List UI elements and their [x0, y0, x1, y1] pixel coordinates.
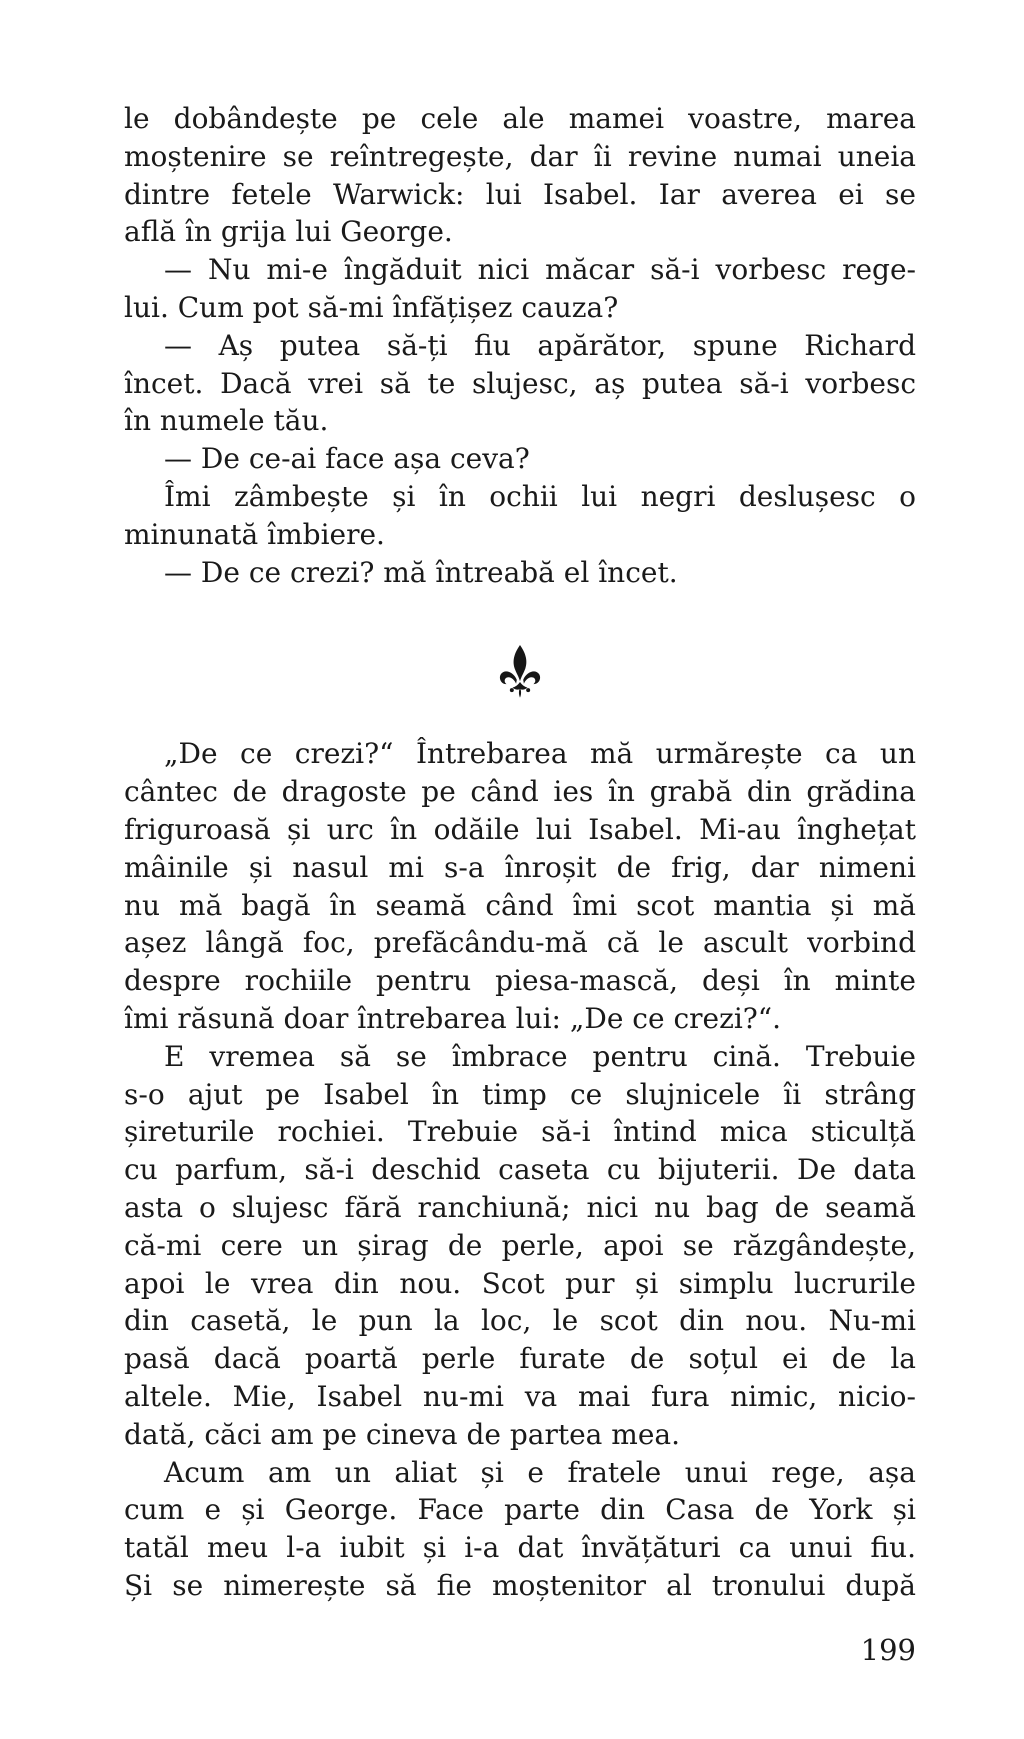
paragraph	[124, 1454, 916, 1605]
text-line: le dobândește pe cele ale mamei voastre, marea	[124, 102, 916, 135]
text-line: — Nu mi-e îngăduit nici măcar să-i vorbesc rege-	[164, 253, 916, 287]
paragraph	[124, 100, 916, 251]
fleur-de-lis-icon	[497, 645, 543, 699]
text-line: așez lângă foc, prefăcându-mă că le ascult vorbind	[124, 926, 916, 960]
text-line: nu mă bagă în seamă când îmi scot mantia și mă	[124, 888, 916, 922]
text-line: pasă dacă poartă perle furate de soțul ei de la	[124, 1342, 916, 1376]
text-line: apoi le vrea din nou. Scot pur și simplu lucrurile	[124, 1266, 916, 1300]
text-line: că-mi cere un șirag de perle, apoi se răzgândește,	[124, 1228, 916, 1262]
paragraph	[124, 440, 916, 478]
text-line: în numele tău.	[124, 404, 329, 438]
paragraph	[124, 554, 916, 592]
text-line: dată, căci am pe cineva de partea mea.	[124, 1417, 680, 1451]
text-line: cântec de dragoste pe când ies în grabă din grădina	[124, 775, 916, 809]
text-line: cu parfum, să-i deschid caseta cu bijuterii. De data	[124, 1153, 916, 1187]
paragraph	[124, 251, 916, 327]
text-line: dintre fetele Warwick: lui Isabel. Iar averea ei se	[124, 177, 916, 211]
text-line: s-o ajut pe Isabel în timp ce slujnicele îi strâng	[124, 1077, 916, 1111]
text-line: tatăl meu l-a iubit și i-a dat învățături ca unui fiu.	[124, 1531, 916, 1565]
text-line: — De ce crezi? mă întreabă el încet.	[164, 555, 678, 589]
text-line: lui. Cum pot să-mi înfățișez cauza?	[124, 290, 619, 324]
text-line: află în grija lui George.	[124, 215, 453, 249]
text-line: Și se nimerește să fie moștenitor al tronului după	[124, 1568, 916, 1602]
page-number: 199	[860, 1633, 916, 1667]
paragraph	[124, 327, 916, 440]
text-line: îmi răsună doar întrebarea lui: „De ce crezi?“.	[124, 1001, 782, 1035]
text-line: moștenire se reîntregește, dar îi revine numai uneia	[124, 139, 916, 173]
text-line: șireturile rochiei. Trebuie să-i întind mica sticulță	[124, 1115, 916, 1149]
paragraph	[124, 735, 916, 1037]
text-line: despre rochiile pentru piesa-mască, deși în minte	[124, 964, 916, 998]
section-divider	[124, 645, 916, 699]
text-line: din casetă, le pun la loc, le scot din nou. Nu-mi	[124, 1304, 916, 1338]
text-line: Acum am un aliat și e fratele unui rege, așa	[164, 1455, 916, 1489]
paragraph	[124, 1038, 916, 1454]
text-line: friguroasă și urc în odăile lui Isabel. Mi-au înghețat	[124, 812, 916, 846]
text-line: minunată îmbiere.	[124, 517, 385, 551]
text-line: — Aș putea să-ți fiu apărător, spune Richard	[164, 328, 916, 362]
text-block	[124, 100, 916, 1605]
text-line: mâinile și nasul mi s-a înroșit de frig, dar nimeni	[124, 850, 916, 884]
text-line: cum e și George. Face parte din Casa de York și	[124, 1493, 916, 1527]
text-line: E vremea să se îmbrace pentru cină. Trebuie	[164, 1039, 916, 1073]
paragraph	[124, 478, 916, 554]
text-line: altele. Mie, Isabel nu-mi va mai fura nimic, nicio-	[124, 1379, 916, 1413]
text-line: „De ce crezi?“ Întrebarea mă urmărește ca un	[164, 737, 916, 771]
text-line: asta o slujesc fără ranchiună; nici nu bag de seamă	[124, 1190, 916, 1224]
text-line: — De ce-ai face așa ceva?	[164, 442, 530, 476]
text-line: încet. Dacă vrei să te slujesc, aș putea să-i vorbesc	[124, 366, 916, 400]
text-line: Îmi zâmbește și în ochii lui negri deslușesc o	[164, 479, 916, 513]
